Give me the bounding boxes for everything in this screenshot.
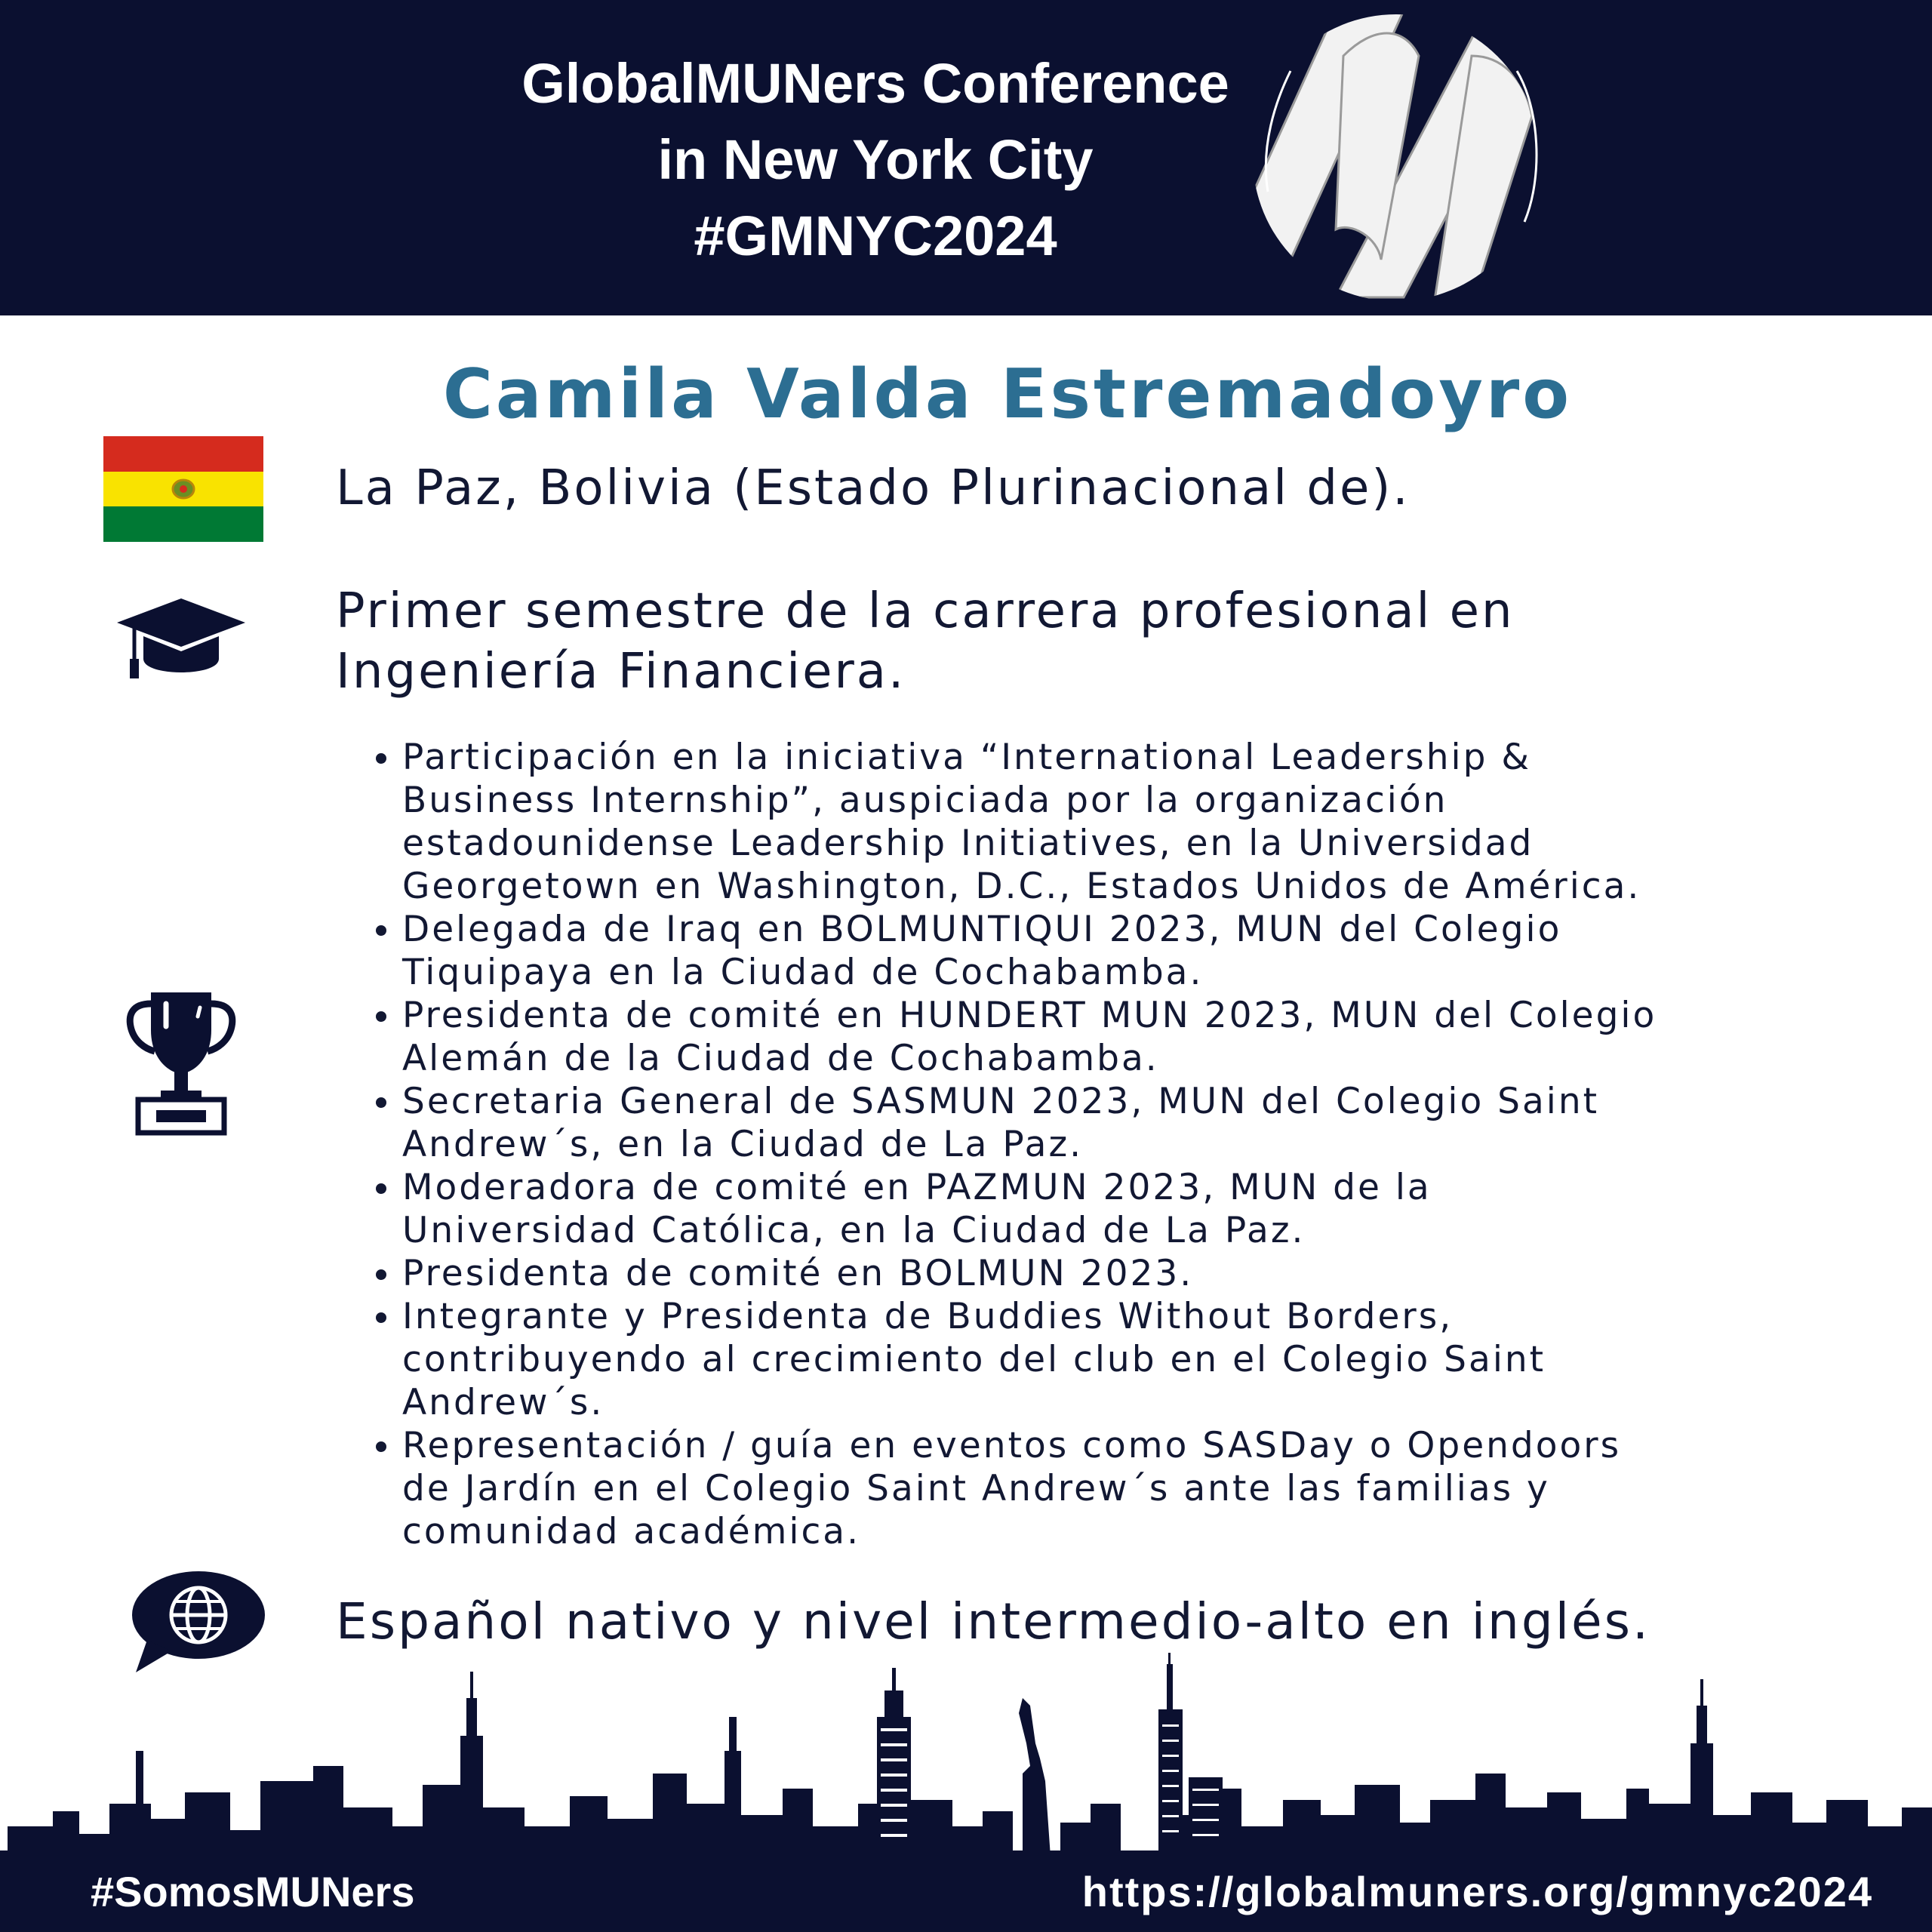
graduation-cap-icon — [113, 592, 249, 683]
education-line: Ingeniería Financiera. — [336, 644, 906, 700]
footer-hashtag: #SomosMUNers — [91, 1868, 415, 1915]
header-banner — [0, 0, 1932, 315]
footer-url-link[interactable]: https://globalmuners.org/gmnyc2024 — [1081, 1868, 1873, 1915]
list-item: • Delegada de Iraq en BOLMUNTIQUI 2023, MUN del Colegio Tiquipaya en la Ciudad de Cochabamba. — [402, 908, 1927, 994]
title-line: GlobalMUNers Conference — [521, 52, 1229, 115]
achievements-list — [358, 736, 1927, 1553]
title-line: in New York City — [657, 128, 1094, 191]
list-item: • Secretaria General de SASMUN 2023, MUN del Colegio Saint Andrew´s, en la Ciudad de La Paz. — [402, 1080, 1927, 1166]
location-text: La Paz, Bolivia (Estado Plurinacional de). — [336, 460, 1411, 516]
list-item: • Representación / guía en eventos como SASDay o Opendoors de Jardín en el Colegio Saint Andrew´s ante las familias y comunidad académica. — [402, 1424, 1927, 1553]
education-text — [336, 581, 1515, 702]
list-item: • Moderadora de comité en PAZMUN 2023, MUN de la Universidad Católica, en la Ciudad de La Paz. — [402, 1166, 1927, 1252]
list-item: • Presidenta de comité en HUNDERT MUN 2023, MUN del Colegio Alemán de la Ciudad de Cochabamba. — [402, 994, 1927, 1080]
conference-title — [423, 45, 1328, 274]
delegate-name: Camila Valda Estremadoyro — [442, 355, 1573, 434]
list-item: • Integrante y Presidenta de Buddies Without Borders, contribuyendo al crecimiento del club en el Colegio Saint Andrew´s. — [402, 1295, 1927, 1424]
bolivia-flag-icon — [103, 436, 263, 542]
languages-text: Español nativo y nivel intermedio-alto en inglés. — [336, 1592, 1651, 1651]
list-item: • Participación en la iniciativa “International Leadership & Business Internship”, auspiciada por la organización estadounidense Leadership Initiatives, en la Universidad Georgetown en Washington, D.C., Estados Unidos de América. — [402, 736, 1927, 908]
education-line: Primer semestre de la carrera profesional en — [336, 583, 1515, 639]
title-line: #GMNYC2024 — [694, 205, 1057, 267]
globalmuners-logo-icon — [1245, 11, 1547, 305]
list-item: • Presidenta de comité en BOLMUN 2023. — [402, 1252, 1927, 1295]
trophy-icon — [125, 985, 238, 1136]
